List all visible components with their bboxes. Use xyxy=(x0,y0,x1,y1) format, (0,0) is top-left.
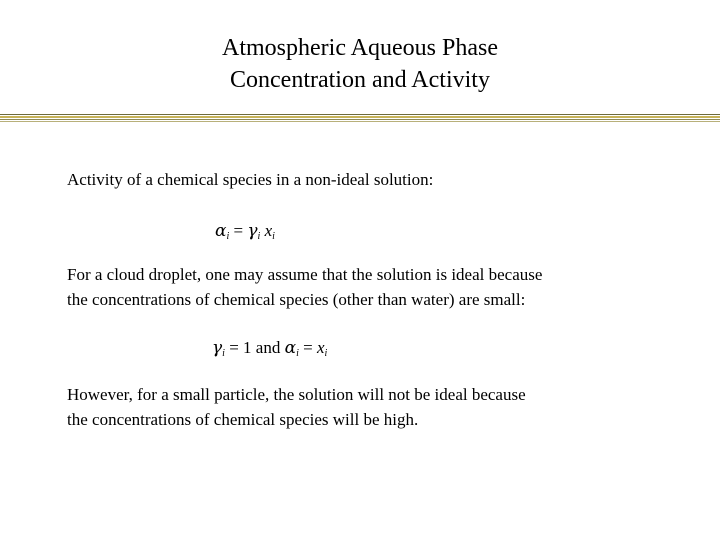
eq2-gamma: γ xyxy=(212,338,223,358)
title-rule-mid xyxy=(0,119,720,120)
title-line-2: Concentration and Activity xyxy=(230,67,490,93)
eq2-mid: = 1 and xyxy=(224,338,285,357)
eq1-x: x xyxy=(260,221,273,240)
eq2-sub-2: i xyxy=(296,348,299,359)
eq2-sub-1: i xyxy=(222,348,225,359)
title-rule-light xyxy=(0,121,720,122)
eq1-sub-2: i xyxy=(257,231,261,242)
eq2-alpha: α xyxy=(284,338,297,358)
eq1-sub-1: i xyxy=(226,231,230,242)
title-rule-dark xyxy=(0,114,720,115)
paragraph-3-line-2: the concentrations of chemical species will be high. xyxy=(67,410,419,429)
eq1-sub-3: i xyxy=(272,231,275,242)
title-line-1: Atmospheric Aqueous Phase xyxy=(222,35,498,61)
eq1-gamma: γ xyxy=(247,221,258,241)
eq2-sub-3: i xyxy=(324,348,328,359)
eq1-equals: = xyxy=(229,221,248,240)
equation-activity xyxy=(215,218,275,249)
eq1-alpha: α xyxy=(215,221,227,241)
equation-ideal xyxy=(212,335,327,366)
slide-title xyxy=(0,32,720,96)
paragraph-2-line-1: For a cloud droplet, one may assume that the solution is ideal because xyxy=(67,265,543,284)
paragraph-1: Activity of a chemical species in a non-ideal solution: xyxy=(67,170,434,189)
eq2-x: x xyxy=(316,338,325,357)
eq2-equals: = xyxy=(298,338,317,357)
paragraph-2-line-2: the concentrations of chemical species (other than water) are small: xyxy=(67,290,526,309)
paragraph-3-line-1: However, for a small particle, the solution will not be ideal because xyxy=(67,385,526,404)
title-rule-gold xyxy=(0,116,720,118)
